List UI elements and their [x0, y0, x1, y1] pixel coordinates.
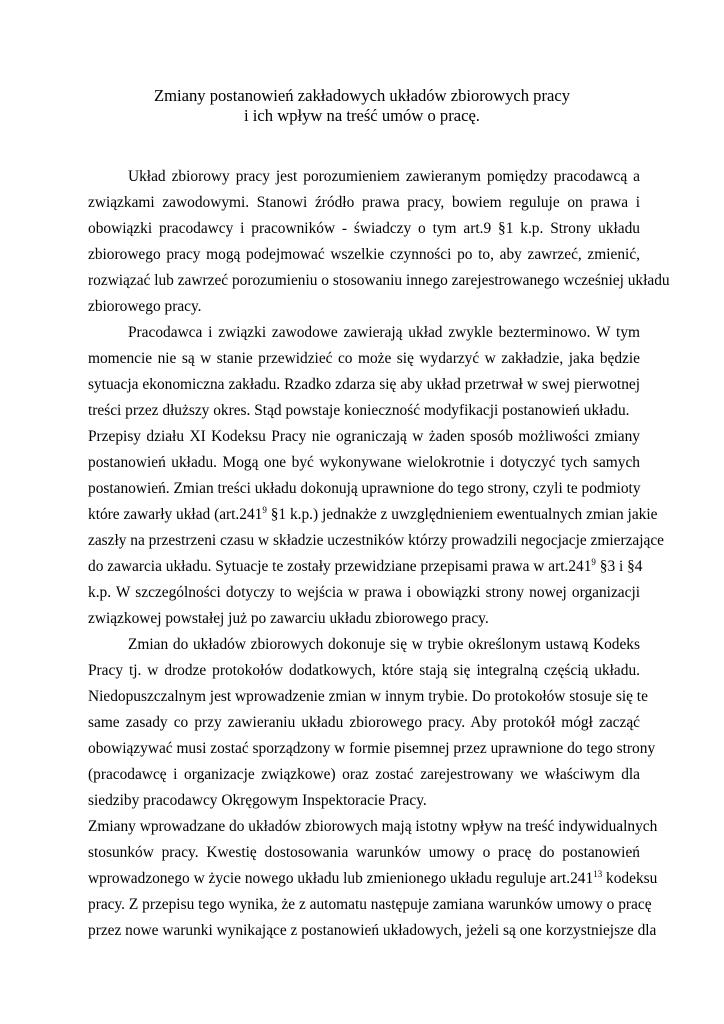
text-line: zbiorowego pracy mogą podejmować wszelkie czynności po to, aby zawrzeć, zmienić, [88, 246, 640, 263]
text-line: postanowień. Zmian treści układu dokonują uprawnione do tego strony, czyli te podmioty [88, 480, 641, 497]
text-line: związkowej powstałej już po zawarciu układu zbiorowego pracy. [88, 610, 489, 627]
text-line: Układ zbiorowy pracy jest porozumieniem zawieranym pomiędzy pracodawcą a [128, 168, 640, 185]
paragraph-1 [88, 164, 670, 320]
text-line: Zmiany wprowadzane do układów zbiorowych mają istotny wpływ na treść indywidualnych [88, 818, 658, 835]
text-line [88, 554, 643, 580]
text-line: związkami zawodowymi. Stanowi źródło prawa pracy, bowiem reguluje on prawa i [88, 194, 640, 211]
document-body [88, 164, 670, 944]
text-line: momencie nie są w stanie przewidzieć co może się wydarzyć w zakładzie, jaka będzie [88, 350, 640, 367]
superscript: 13 [593, 869, 603, 879]
text-line [88, 502, 658, 528]
paragraph-4 [88, 632, 656, 814]
text-line: obowiązki pracodawcy i pracowników - świadczy o tym art.9 §1 k.p. Strony układu [88, 220, 640, 237]
text-segment: kodeksu [602, 870, 658, 887]
title-line-1: Zmiany postanowień zakładowych układów zbiorowych pracy [153, 86, 571, 105]
text-line [88, 866, 658, 892]
text-line: (pracodawcę i organizacje związkowe) oraz zostać zarejestrowany we właściwym dla [88, 766, 640, 783]
paragraph-2 [88, 320, 640, 424]
text-line: pracy. Z przepisu tego wynika, że z automatu następuje zamiana warunków umowy o pracę [88, 896, 652, 913]
text-segment: wprowadzonego w życie nowego układu lub zmienionego układu reguluje art.241 [88, 870, 594, 887]
text-segment: do zawarcia układu. Sytuacje te zostały przewidziane przepisami prawa w art.241 [88, 558, 592, 575]
text-segment: które zawarły układ (art.241 [88, 506, 263, 523]
text-line: k.p. W szczególności dotyczy to wejścia w prawa i obowiązki strony nowej organizacji [88, 584, 640, 601]
document-title [0, 86, 724, 126]
text-line: Przepisy działu XI Kodeksu Pracy nie ograniczają w żaden sposób możliwości zmiany [88, 428, 640, 445]
text-line: Pracodawca i związki zawodowe zawierają układ zwykle bezterminowo. W tym [128, 324, 640, 341]
text-line: siedziby pracodawcy Okręgowym Inspektoracie Pracy. [88, 792, 427, 809]
text-segment: §3 i §4 [595, 558, 643, 575]
text-line: Pracy tj. w drodze protokołów dodatkowych, które stają się integralną częścią układu. [88, 662, 640, 679]
superscript: 9 [262, 505, 267, 515]
title-line-2: i ich wpływ na treść umów o pracę. [244, 106, 480, 125]
text-line: Zmian do układów zbiorowych dokonuje się w trybie określonym ustawą Kodeks [128, 636, 640, 653]
text-line: stosunków pracy. Kwestię dostosowania warunków umowy o pracę do postanowień [88, 844, 640, 861]
text-line: zaszły na przestrzeni czasu w składzie uczestników którzy prowadzili negocjacje zmierzające [88, 532, 665, 549]
text-line: zbiorowego pracy. [88, 298, 202, 315]
text-line: przez nowe warunki wynikające z postanowień układowych, jeżeli są one korzystniejsze dla [88, 922, 657, 939]
text-line: postanowień układu. Mogą one być wykonywane wielokrotnie i dotyczyć tych samych [88, 454, 640, 471]
superscript: 9 [591, 557, 596, 567]
text-line: same zasady co przy zawieraniu układu zbiorowego pracy. Aby protokół mógł zacząć [88, 714, 640, 731]
text-line: Niedopuszczalnym jest wprowadzenie zmian w innym trybie. Do protokołów stosuje się te [88, 688, 648, 705]
text-line: rozwiązać lub zawrzeć porozumieniu o stosowaniu innego zarejestrowanego wcześniej układu [88, 272, 670, 289]
text-line: obowiązywać musi zostać sporządzony w formie pisemnej przez uprawnione do tego strony [88, 740, 656, 757]
text-line: sytuacja ekonomiczna zakładu. Rzadko zdarza się aby układ przetrwał w swej pierwotnej [88, 376, 640, 393]
text-line: treści przez dłuższy okres. Stąd powstaje konieczność modyfikacji postanowień układu. [88, 402, 630, 419]
text-segment: §1 k.p.) jednakże z uwzględnieniem ewentualnych zmian jakie [266, 506, 658, 523]
paragraph-5 [88, 814, 658, 944]
paragraph-3 [88, 424, 665, 632]
